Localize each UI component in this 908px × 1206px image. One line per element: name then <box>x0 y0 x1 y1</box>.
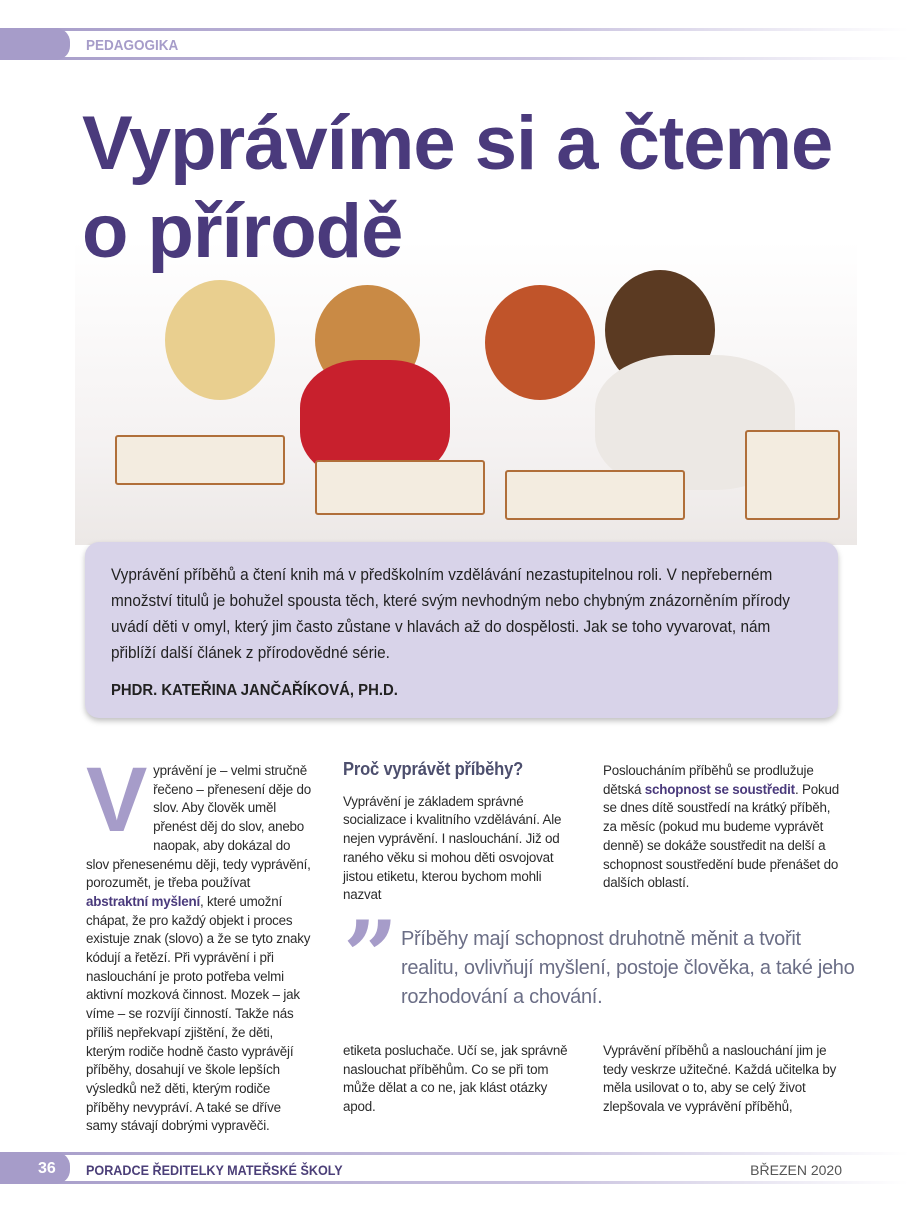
magazine-name: PORADCE ŘEDITELKY MATEŘSKÉ ŠKOLY <box>86 1162 343 1178</box>
child-redhead <box>485 285 595 400</box>
body-text: , které umožní chápat, že pro každý objekt i proces existuje znak (slovo) a že se tyto znaky kódují a řetězí. Při vyprávění i při naslouchání je proto potřeba velmi aktivní mozková činnost. Mozek – jak víme – se rozvíjí činností. Takže nás příliš nepřekvapí zjištění, že děti, kterým rodiče hodně často vyprávějí příběhy, dosahují ve škole lepších výsledků než děti, kterým rodiče příběhy nevypráví. A také se dříve samy stávají dobrými vypravěči. <box>86 893 311 1134</box>
body-text: etiketa posluchače. Učí se, jak správně naslouchat příběhům. Co se při tom může dělat a co ne, jak klást otázky apod. <box>343 1043 568 1115</box>
author-name: PHDR. KATEŘINA JANČAŘÍKOVÁ, PH.D. <box>111 682 398 699</box>
highlight-text: schopnost se soustředit <box>644 781 795 797</box>
section-heading: Proč vyprávět příběhy? <box>343 759 524 779</box>
intro-box <box>85 542 838 718</box>
body-text: Posloucháním příběhů se prodlužuje dětská <box>603 763 814 797</box>
section-tab <box>0 28 70 60</box>
child-blonde <box>165 280 275 400</box>
highlight-text: abstraktní myšlení <box>86 893 200 909</box>
body-text: . Pokud se dnes dítě soustředí na krátký příběh, za měsíc (pokud mu budeme vyprávět denně) se dokáže soustředit na delší a schopnost soustředění bude přenášet do dalších oblastí. <box>603 781 839 891</box>
section-label: PEDAGOGIKA <box>86 37 179 54</box>
drop-cap: V <box>86 749 148 851</box>
section-header <box>0 28 908 60</box>
quote-text: Příběhy mají schopnost druhotně měnit a tvořit realitu, ovlivňují myšlení, postoje člověka, a také jeho rozhodování a chování. <box>401 928 855 1008</box>
children-reading-photo <box>75 240 857 545</box>
book <box>115 435 285 485</box>
column-2 <box>343 760 573 905</box>
book <box>315 460 485 515</box>
book <box>505 470 685 520</box>
intro-text: Vyprávění příběhů a čtení knih má v předškolním vzdělávání nezastupitelnou roli. V nepřeberném množství titulů je bohužel spousta těch, které svým nevhodným nebo chybným znázorněním přírody uvádí děti v omyl, který jim často zůstane v hlavách až do dospělosti. Jak se toho vyvarovat, nám přiblíží další článek z přírodovědné série. <box>111 566 790 662</box>
issue-date: BŘEZEN 2020 <box>750 1162 842 1178</box>
book <box>745 430 840 520</box>
body-text: yprávění je – velmi stručně řečeno – přenesení děje do slov. Aby člověk uměl přenést děj do slov, anebo naopak, aby dokázal do slov přenesenému ději, tedy vyprávění, porozumět, je třeba používat <box>86 763 312 891</box>
footer-tab <box>0 1152 70 1184</box>
body-text: Vyprávění je základem správné socializace i kvalitního vzdělávání. Ale nejen vyprávění. I naslouchání. Již od raného věku si mohou děti osvojovat jistou etiketu, kterou bychom mohli nazvat <box>343 793 562 903</box>
quote-mark-icon: ” <box>343 900 399 1013</box>
page-footer <box>0 1152 908 1184</box>
column-1 <box>86 749 314 1136</box>
pull-quote <box>343 900 855 1025</box>
column-3 <box>603 762 843 893</box>
body-text: Vyprávění příběhů a naslouchání jim je tedy veskrze užitečné. Každá učitelka by měla usilovat o to, aby se celý život zlepšovala ve vyprávění příběhů, <box>603 1043 837 1115</box>
page-number: 36 <box>38 1160 56 1177</box>
article-title: Vyprávíme si a čteme o přírodě <box>82 101 833 274</box>
